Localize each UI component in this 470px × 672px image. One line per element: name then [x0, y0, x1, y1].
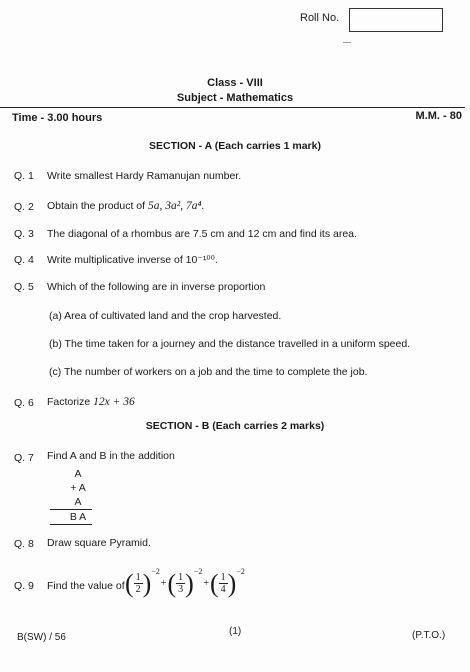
max-marks: M.M. - 80 — [415, 110, 462, 122]
question-number: Q. 2 — [14, 201, 34, 213]
left-paren: ( — [125, 568, 134, 598]
question-text: Write smallest Hardy Ramanujan number. — [47, 170, 242, 182]
roll-number-label: Roll No. — [300, 12, 340, 24]
question-number: Q. 4 — [14, 254, 34, 266]
question-text — [47, 200, 204, 212]
class-heading: Class - VIII — [207, 77, 263, 89]
denominator: 4 — [220, 584, 226, 596]
header-divider — [0, 107, 465, 108]
fraction — [176, 572, 185, 595]
exponent: −2 — [236, 567, 245, 576]
fraction — [134, 572, 143, 595]
addition-row: A — [74, 468, 82, 480]
stray-mark — [343, 42, 351, 43]
question-text: Find the value of — [47, 580, 125, 592]
question-number: Q. 6 — [14, 397, 34, 409]
question-number: Q. 7 — [14, 452, 34, 464]
right-paren: ) — [185, 568, 194, 598]
numerator: 1 — [135, 572, 141, 584]
question-text: Which of the following are in inverse proportion — [47, 281, 266, 293]
exponent: −2 — [151, 567, 160, 576]
question-text-prefix: Factorize — [47, 396, 91, 408]
question-number: Q. 3 — [14, 228, 34, 240]
left-paren: ( — [167, 568, 177, 598]
question-text — [47, 396, 135, 408]
section-a-title: SECTION - A (Each carries 1 mark) — [149, 140, 321, 152]
page-number: (1) — [229, 626, 242, 637]
question-number: Q. 8 — [14, 538, 34, 550]
subject-heading: Subject - Mathematics — [176, 92, 294, 104]
numerator: 1 — [178, 572, 184, 584]
question-text: Find A and B in the addition — [47, 450, 175, 462]
question-text: The diagonal of a rhombus are 7.5 cm and 12 cm and find its area. — [47, 228, 357, 240]
question-text: Draw square Pyramid. — [47, 537, 151, 549]
question-math: 12x + 36 — [93, 396, 135, 408]
option-b: (b) The time taken for a journey and the distance travelled in a uniform speed. — [49, 338, 411, 350]
please-turn-over: (P.T.O.) — [412, 630, 446, 641]
right-paren: ) — [227, 568, 237, 598]
paper-code: B(SW) / 56 — [17, 632, 66, 643]
question-text: Write multiplicative inverse of 10⁻¹⁰⁰. — [47, 254, 218, 266]
question-text-prefix: Obtain the product of — [47, 200, 146, 212]
addition-line — [50, 524, 92, 525]
right-paren: ) — [142, 568, 152, 598]
section-b-title: SECTION - B (Each carries 2 marks) — [145, 420, 325, 432]
fraction — [219, 572, 228, 595]
numerator: 1 — [220, 572, 226, 584]
time-allowed: Time - 3.00 hours — [12, 112, 103, 124]
option-a: (a) Area of cultivated land and the crop harvested. — [49, 310, 282, 322]
question-number: Q. 9 — [14, 580, 34, 592]
addition-row: A — [74, 496, 82, 508]
question-number: Q. 5 — [14, 281, 34, 293]
question-number: Q. 1 — [14, 170, 34, 182]
denominator: 3 — [178, 584, 184, 596]
power-expression — [125, 567, 245, 597]
addition-result: B A — [69, 511, 87, 523]
left-paren: ( — [210, 568, 219, 598]
exponent: −2 — [193, 567, 203, 576]
question-math: 5a, 3a², 7a⁴. — [148, 200, 205, 212]
denominator: 2 — [135, 584, 141, 596]
addition-line — [50, 509, 92, 510]
plus-sign: + — [203, 578, 209, 590]
roll-number-box[interactable] — [349, 8, 443, 32]
plus-sign: + — [160, 578, 167, 590]
option-c: (c) The number of workers on a job and the time to complete the job. — [49, 366, 368, 378]
addition-row: + A — [70, 482, 86, 494]
